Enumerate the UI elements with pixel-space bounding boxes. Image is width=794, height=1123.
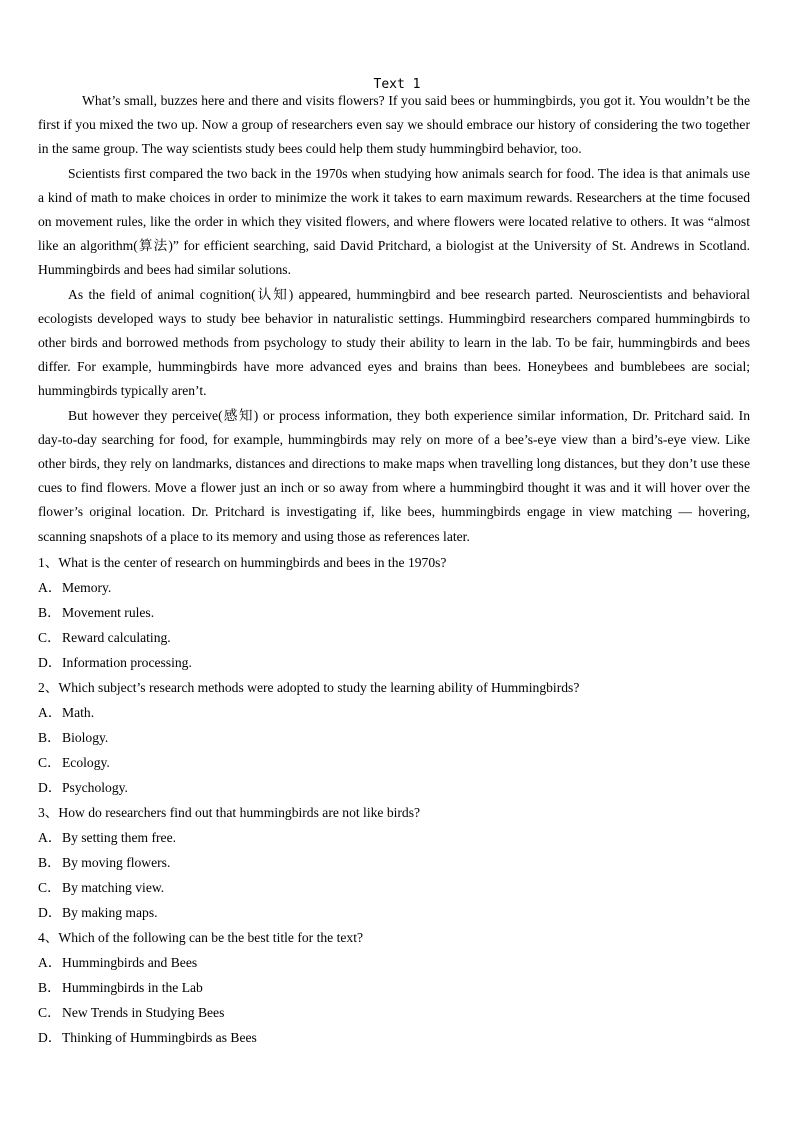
answer-option-c[interactable] (38, 625, 750, 650)
option-text: New Trends in Studying Bees (62, 1005, 225, 1020)
option-text: By moving flowers. (62, 855, 171, 870)
document-title: Text 1 (373, 77, 421, 92)
reading-passage (38, 89, 750, 549)
answer-option-d[interactable] (38, 650, 750, 675)
question-4 (38, 925, 750, 1050)
answer-option-d[interactable] (38, 775, 750, 800)
option-text: Thinking of Hummingbirds as Bees (62, 1030, 257, 1045)
question-text: Which subject’s research methods were adopted to study the learning ability of Hummingbirds? (58, 680, 580, 695)
question-number: 2、 (38, 680, 59, 695)
option-text: Math. (62, 705, 95, 720)
answer-option-a[interactable] (38, 575, 750, 600)
option-letter: A． (38, 955, 62, 970)
answer-option-d[interactable] (38, 900, 750, 925)
option-letter: A． (38, 830, 62, 845)
question-stem (38, 800, 750, 825)
option-letter: C． (38, 880, 61, 895)
answer-option-a[interactable] (38, 950, 750, 975)
answer-option-c[interactable] (38, 750, 750, 775)
option-text: By setting them free. (62, 830, 177, 845)
question-stem (38, 925, 750, 950)
option-text: Memory. (62, 580, 112, 595)
option-letter: D． (38, 905, 62, 920)
option-text: Biology. (62, 730, 109, 745)
answer-option-a[interactable] (38, 825, 750, 850)
question-text: Which of the following can be the best title for the text? (58, 930, 364, 945)
passage-paragraph: As the field of animal cognition(认知) appeared, hummingbird and bee research parted. Neuroscientists and behavioral ecologists developed ways to study bee behavior in naturalistic settings. Hummingbird researchers compared hummingbirds to other birds and borrowed methods from psychology to study their ability to learn in the lab. To be fair, hummingbirds and bees differ. For example, hummingbirds have more advanced eyes and brains than bees. Honeybees and bumblebees are social; hummingbirds typically aren’t. (38, 286, 750, 399)
question-stem (38, 675, 750, 700)
question-text: How do researchers find out that hummingbirds are not like birds? (58, 805, 421, 820)
option-text: Reward calculating. (62, 630, 171, 645)
option-text: By matching view. (62, 880, 165, 895)
question-number: 1、 (38, 555, 59, 570)
option-letter: C． (38, 1005, 61, 1020)
option-letter: B． (38, 855, 61, 870)
answer-option-d[interactable] (38, 1025, 750, 1050)
option-text: Ecology. (62, 755, 110, 770)
question-list (38, 550, 750, 1050)
option-letter: D． (38, 1030, 62, 1045)
option-letter: A． (38, 580, 62, 595)
question-text: What is the center of research on hummingbirds and bees in the 1970s? (58, 555, 447, 570)
option-letter: B． (38, 730, 61, 745)
option-text: Hummingbirds in the Lab (62, 980, 203, 995)
option-text: Psychology. (62, 780, 128, 795)
answer-option-b[interactable] (38, 850, 750, 875)
question-2 (38, 675, 750, 800)
passage-paragraph: Scientists first compared the two back in the 1970s when studying how animals search for food. The idea is that animals use a kind of math to make choices in order to minimize the work it takes to earn maximum rewards. Researchers at the time focused on movement rules, like the order in which they visited flowers, and where flowers were located relative to others. It was “almost like an algorithm(算法)” for efficient searching, said David Pritchard, a biologist at the University of St. Andrews in Scotland. Hummingbirds and bees had similar solutions. (38, 165, 750, 278)
option-letter: B． (38, 605, 61, 620)
answer-option-b[interactable] (38, 600, 750, 625)
question-number: 4、 (38, 930, 59, 945)
answer-option-b[interactable] (38, 975, 750, 1000)
option-letter: B． (38, 980, 61, 995)
question-3 (38, 800, 750, 925)
option-text: Information processing. (62, 655, 192, 670)
passage-paragraph: But however they perceive(感知) or process information, they both experience similar information, Dr. Pritchard said. In day-to-day searching for food, for example, hummingbirds may rely on more of a bee’s-eye view than a bird’s-eye view. Like other birds, they rely on landmarks, distances and directions to make maps when travelling long distances, but they don’t use these cues to find flowers. Move a flower just an inch or so away from where a hummingbird thought it was and it will hover over the flower’s original location. Dr. Pritchard is investigating if, like bees, hummingbirds engage in view matching — hovering, scanning snapshots of a place to its memory and using those as references later. (38, 407, 750, 544)
answer-option-c[interactable] (38, 1000, 750, 1025)
option-letter: D． (38, 655, 62, 670)
question-number: 3、 (38, 805, 59, 820)
option-letter: C． (38, 755, 61, 770)
option-letter: C． (38, 630, 61, 645)
passage-paragraph: What’s small, buzzes here and there and visits flowers? If you said bees or hummingbirds, you got it. You wouldn’t be the first if you mixed the two up. Now a group of researchers even say we should embrace our history of considering the two together in the same group. The way scientists study bees could help them study hummingbird behavior, too. (38, 93, 750, 157)
option-text: Hummingbirds and Bees (62, 955, 198, 970)
answer-option-b[interactable] (38, 725, 750, 750)
option-text: By making maps. (62, 905, 158, 920)
answer-option-a[interactable] (38, 700, 750, 725)
question-1 (38, 550, 750, 675)
answer-option-c[interactable] (38, 875, 750, 900)
option-letter: A． (38, 705, 62, 720)
option-letter: D． (38, 780, 62, 795)
question-stem (38, 550, 750, 575)
option-text: Movement rules. (62, 605, 155, 620)
